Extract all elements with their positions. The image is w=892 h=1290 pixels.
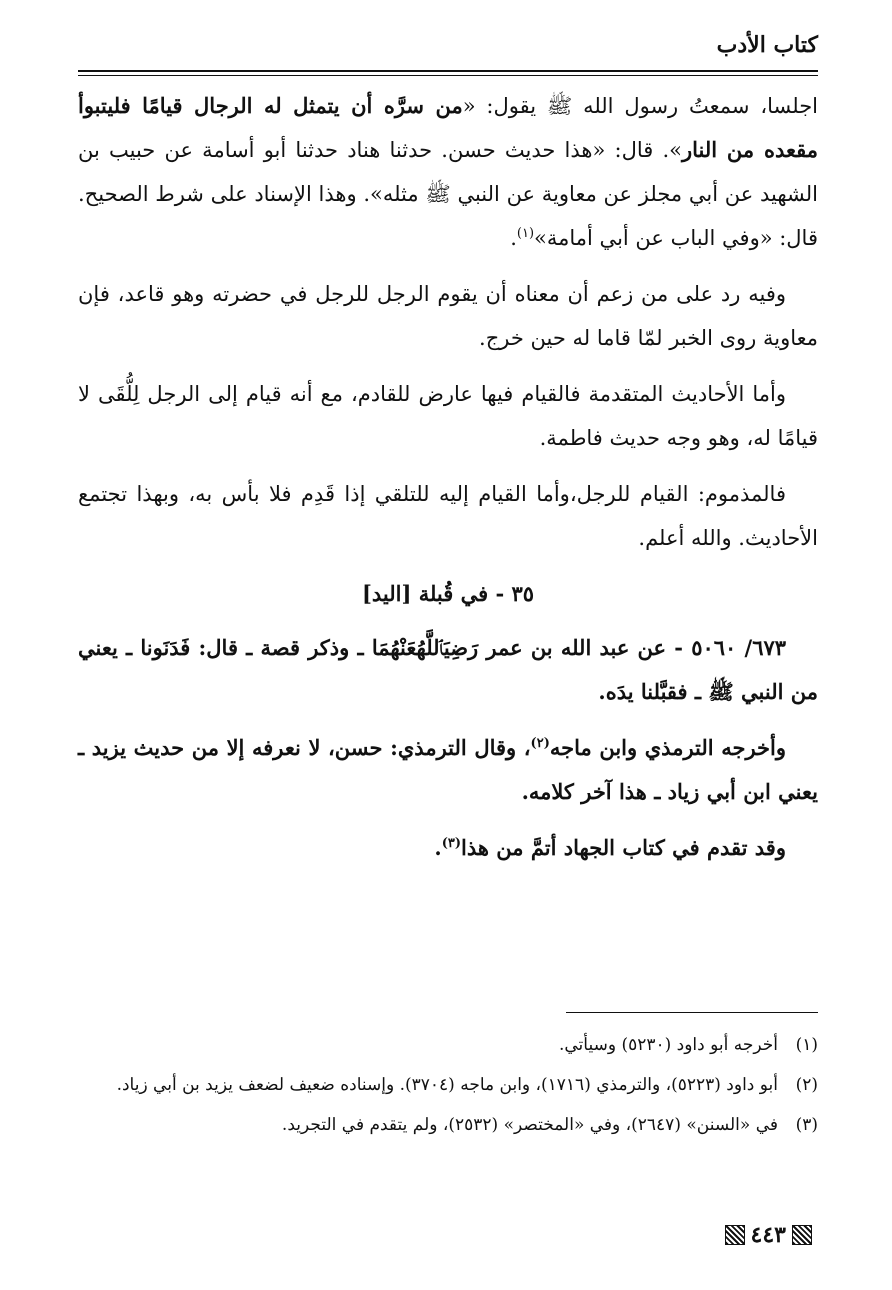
paragraph-4: فالمذموم: القيام للرجل،وأما القيام إليه للتلقي إذا قَدِم فلا بأس به، وبهذا تجتمع الأحاديث. والله أعلم. [78,482,818,550]
ornament-icon [725,1225,745,1245]
main-text [78,84,818,882]
footnote-ref-1[interactable]: (١) [516,226,535,241]
paragraph-1-end: . [510,226,517,250]
footnotes [78,1028,818,1148]
ornament-icon [792,1225,812,1245]
commentary-1-body: ، وقال الترمذي: حسن، لا نعرفه إلا من حديث يزيد ـ يعني ابن أبي زياد ـ هذا آخر كلامه. [78,735,818,804]
footnote-number: (٢) [795,1075,818,1095]
hadith-quote: من سرَّه أن يتمثل له الرجال قيامًا فليتبوأ مقعده من النار [78,93,819,162]
page-folio [725,1222,812,1248]
hadith-entry [78,626,818,714]
hadith-number: ٦٧٣/ ٥٠٦٠ - [674,635,787,660]
paragraph-1 [78,84,818,260]
hadith-text: عن عبد الله بن عمر رَضِيَٱللَّهُعَنْهُمَا ـ وذكر قصة ـ قال: فَدَنَونا ـ يعني من النبي ﷺ ـ فقبَّلنا يدَه. [78,635,818,704]
footnote-rule [566,1012,818,1013]
footnote-ref-2[interactable]: (٢) [530,736,550,751]
commentary-1-lead: وأخرجه الترمذي وابن ماجه [549,735,786,760]
footnote-1 [78,1028,818,1062]
running-title: كتاب الأدب [716,32,818,58]
footnote-text: في «السنن» (٢٦٤٧)، وفي «المختصر» (٢٥٣٢)، ولم يتقدم في التجريد. [281,1115,778,1135]
paragraph-1-lead: اجلسا، سمعتُ رسول الله ﷺ يقول: « [462,94,819,118]
paragraph-2: وفيه رد على من زعم أن معناه أن يقوم الرجل للرجل في حضرته وهو قاعد، فإن معاوية روى الخبر لمّا قاما له حين خرج. [78,282,818,350]
commentary-1 [78,726,818,814]
section-heading: ٣٥ - في قُبلة [اليد] [361,581,535,606]
commentary-2-end: . [434,835,442,860]
paragraph-3: وأما الأحاديث المتقدمة فالقيام فيها عارض للقادم، مع أنه قيام إلى الرجل لِلُّقَى لا قيامًا له، وهو وجه حديث فاطمة. [78,382,818,450]
footnote-number: (١) [795,1035,818,1055]
header-rule [78,70,818,76]
page-number: ٤٤٣ [750,1222,786,1248]
footnote-3 [78,1108,818,1142]
footnote-text: أخرجه أبو داود (٥٢٣٠) وسيأتي. [558,1035,778,1055]
footnote-text: أبو داود (٥٢٢٣)، والترمذي (١٧١٦)، وابن ماجه (٣٧٠٤). وإسناده ضعيف لضعف يزيد بن أبي زياد. [116,1075,778,1095]
paragraph-1-body: ». قال: «هذا حديث حسن. حدثنا هناد حدثنا أبو أسامة عن حبيب بن الشهيد عن أبي مجلز عن معاوية عن النبي ﷺ مثله». وهذا الإسناد على شرط الصحيح. قال: «وفي الباب عن أبي أمامة» [78,138,818,250]
commentary-2-lead: وقد تقدم في كتاب الجهاد أتمَّ من هذا [461,835,786,860]
commentary-2 [78,826,818,870]
footnote-number: (٣) [795,1115,818,1135]
footnote-2 [78,1068,818,1102]
footnote-ref-3[interactable]: (٣) [441,836,462,851]
